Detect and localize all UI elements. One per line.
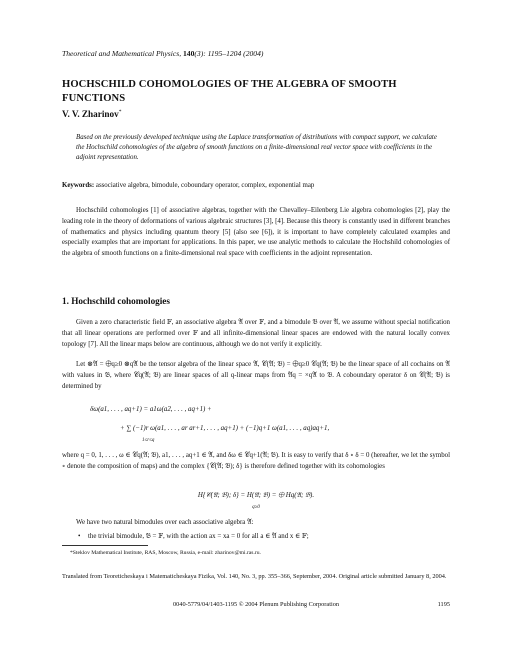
author-line — [62, 109, 450, 119]
keywords-label: Keywords: — [62, 182, 95, 189]
equation-1-line-2: + ∑ (−1)r ω(a1, . . . , ar ar+1, . . . , aq+1) + (−1)q+1 ω(a1, . . . , aq)aq+1, — [120, 425, 330, 432]
journal-volume: 140 — [182, 49, 195, 58]
keywords — [62, 182, 450, 189]
page-number: 1195 — [437, 601, 450, 608]
footnote-divider — [62, 545, 148, 546]
intro-paragraph: Hochschild cohomologies [1] of associative algebras, together with the Chevalley–Eilenberg Lie algebra cohomologies [2], play the leading role in the theory of deformations of various algebraic structures [3], [4]. Because this theory is constantly used in different branches of mathematics and physics including quantum theory [5] (also see [6]), it is important to have completely calculated examples and especially examples that are important for applications. In this paper, we use analytic methods to calculate the Hochshild cohomologies of the algebra of smooth functions on a finite-dimensional real space with coefficients in the adjoint representation. — [62, 207, 450, 258]
abstract: Based on the previously developed technique using the Laplace transformation of distributions with compact support, we calculate the Hochschild cohomologies of the algebra of smooth functions on a finite-dimensional real vector space with coefficients in the adjoint representation. — [76, 134, 437, 162]
bullet-icon: • — [78, 533, 81, 540]
keywords-text: associative algebra, bimodule, coboundary operator, complex, exponential map — [95, 182, 315, 189]
paper-title: HOCHSCHILD COHOMOLOGIES OF THE ALGEBRA OF SMOOTH FUNCTIONS — [62, 79, 397, 104]
equation-1-line-1: δω(a1, . . . , aq+1) = a1ω(a2, . . . , aq+1) + — [90, 406, 212, 413]
section-paragraph-2: Let ⊗𝔄 = ⨁q≥0 ⊗q𝔄 be the tensor algebra of the linear space 𝔄, 𝒞(𝔄; 𝔅) = ⨁q≥0 𝒞q(𝔄; 𝔅) be the linear space of all cochains on 𝔄 with values in 𝔅, where 𝒞q(𝔄; 𝔅) are linear spaces of all q-linear maps from 𝔄q = ×q𝔄 to 𝔅. A coboundary operator δ on 𝒞(𝔄; 𝔅) is determined by — [62, 361, 450, 390]
journal-issue-pages: (3): 1195–1204 (2004) — [194, 49, 264, 58]
section-paragraph-4: We have two natural bimodules over each associative algebra 𝔄: — [76, 519, 254, 526]
author-footnote-mark: * — [118, 109, 122, 115]
section-paragraph-3: where q = 0, 1, . . . , ω ∈ 𝒞q(𝔄; 𝔅), a1, . . . , aq+1 ∈ 𝔄, and δω ∈ 𝒞q+1(𝔄; 𝔅). It is easy to verify that δ ∘ δ = 0 (hereafter, we let the symbol ∘ denote the composition of maps) and the complex {𝒞(𝔄; 𝔅); δ} is therefore defined together with its cohomologies — [62, 452, 450, 470]
section-heading: 1. Hochschild cohomologies — [62, 296, 170, 306]
section-paragraph-1: Given a zero characteristic field 𝔽, an associative algebra 𝔄 over 𝔽, and a bimodule 𝔅 over 𝔄, we assume without special notification that all linear operations are performed over 𝔽 and all infinite-dimensional linear spaces are endowed with the natural locally convex topology [7]. All the linear maps below are continuous, although we do not verify it explicitly. — [62, 319, 450, 348]
list-item — [78, 532, 450, 541]
list-item-text: the trivial bimodule, 𝔅 = 𝔽, with the action ax = xa = 0 for all a ∈ 𝔄 and x ∈ 𝔽; — [88, 533, 309, 540]
author-name: V. V. Zharinov — [62, 109, 119, 120]
equation-2: H{𝒞(𝔄; 𝔅); δ} = H(𝔄; 𝔅) = ⨁ Hq(𝔄; 𝔅). — [197, 492, 315, 499]
equation-1-sum-limits: 1≤r≤q — [142, 438, 155, 443]
journal-header: Theoretical and Mathematical Physics, 140(3): 1195–1204 (2004) — [62, 49, 264, 58]
equation-2-sum-limits: q≥0 — [252, 505, 260, 510]
copyright-line: 0040-5779/04/1403-1195 © 2004 Plenum Publishing Corporation — [173, 601, 339, 608]
journal-name: Theoretical and Mathematical Physics — [62, 49, 180, 58]
footnote: *Steklov Mathematical Institute, RAS, Moscow, Russia, e-mail: zharinov@mi.ras.ru. — [70, 550, 261, 556]
translation-note: Translated from Teoreticheskaya i Matematicheskaya Fizika, Vol. 140, No. 3, pp. 355–366, September, 2004. Original article submitted January 8, 2004. — [62, 573, 447, 580]
